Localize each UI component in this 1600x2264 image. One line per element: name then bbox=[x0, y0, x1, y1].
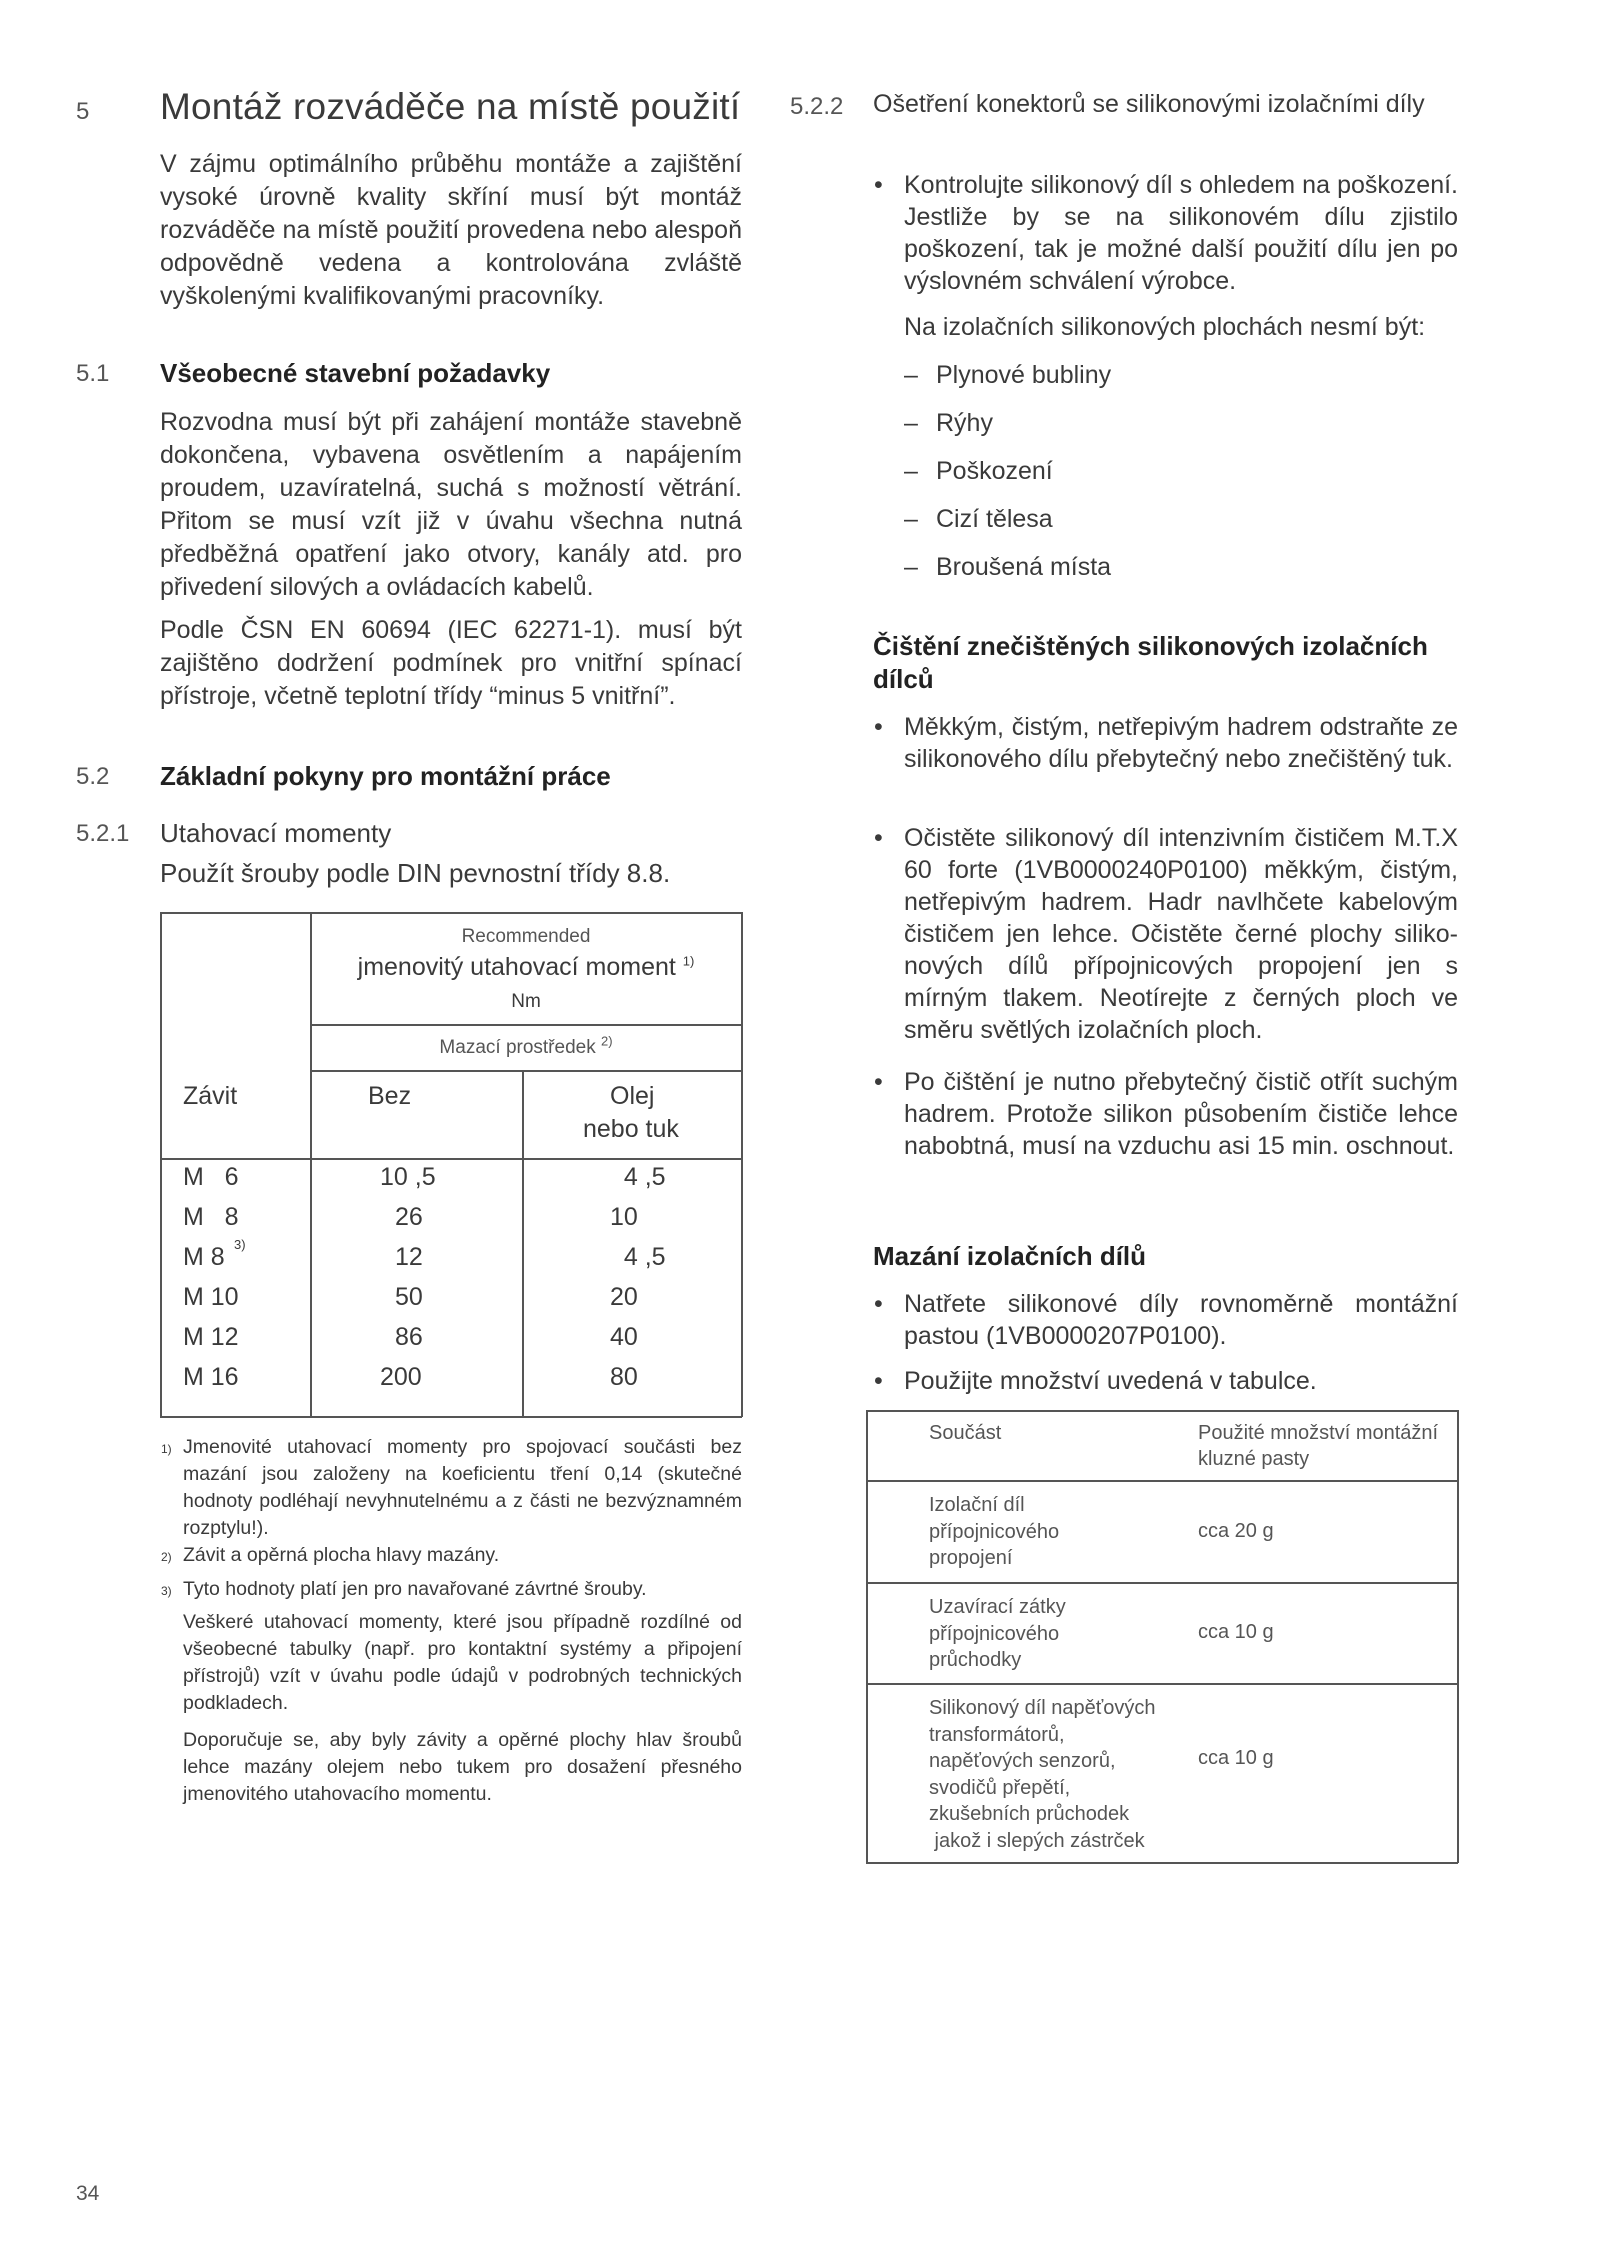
bullet-item: • Natřete silikonové díly rovnoměrně montážní pastou (1VB0000207P0100). bbox=[874, 1290, 1458, 1350]
footnote: 1) Jmenovité utahovací momenty pro spojovací součásti bez mazání jsou založeny na koeficientu tření 0,14 (skutečné hodnoty podléhají nevyhnutelnému a z části ne bezvýznamném rozptylu!). bbox=[161, 1436, 742, 1539]
table-cell-part: Izolační díl přípojnicového propojení bbox=[929, 1494, 1060, 1569]
table-cell-amount: cca 10 g bbox=[1198, 1621, 1274, 1643]
table-cell-without: 10 ,5 bbox=[380, 1163, 436, 1191]
section-title: Montáž rozváděče na místě použití bbox=[160, 86, 741, 127]
table-cell-oil: 40 bbox=[610, 1323, 638, 1351]
table-cell-without: 26 bbox=[395, 1203, 423, 1231]
subsection-title: Ošetření konektorů se silikonovými izolačními díly bbox=[873, 90, 1425, 118]
subsection-number: 5.1 bbox=[76, 360, 110, 387]
table-cell-oil: 20 bbox=[610, 1283, 638, 1311]
table-cell-oil: 4 ,5 bbox=[610, 1243, 666, 1271]
table-cell-thread: M 6 bbox=[183, 1163, 239, 1191]
subsection-number: 5.2.2 bbox=[790, 93, 844, 120]
dash-list-item: – Plynové bubliny bbox=[904, 361, 1112, 389]
col-oil: Olej bbox=[610, 1082, 655, 1110]
table-cell-thread: M 10 bbox=[183, 1283, 239, 1311]
table-cell-without: 86 bbox=[395, 1323, 423, 1351]
bullet-item: • Kontrolujte silikonový díl s ohledem na poškození. Jestliže by se na silikonovém dílu zjistilo poškození, tak je možné další použití dílu jen po výslovném schválení výrobce. bbox=[874, 171, 1458, 295]
col-oil: nebo tuk bbox=[583, 1115, 679, 1143]
subsection-title: Utahovací momenty bbox=[160, 818, 392, 848]
table-lubricant-header: Mazací prostředek $^{2)}$ bbox=[439, 1033, 613, 1058]
table-header-amount: Použité množství montážní kluzné pasty bbox=[1198, 1422, 1439, 1470]
subsection-number: 5.2.1 bbox=[76, 820, 130, 847]
dash-marker: – bbox=[904, 409, 918, 437]
dash-list-item: – Broušená místa bbox=[904, 553, 1112, 581]
dash-marker: – bbox=[904, 361, 918, 389]
dash-list-item: – Cizí tělesa bbox=[904, 505, 1053, 533]
table-cell-part: Silikonový díl napěťových transformátorů, napěťových senzorů, svodičů přepětí, zkušebních průchodek jakož i slepých zástrček bbox=[929, 1697, 1156, 1852]
table-header-part: Součást bbox=[929, 1422, 1002, 1444]
bullet-item: • Použijte množství uvedená v tabulce. bbox=[874, 1367, 1317, 1395]
section-number: 5 bbox=[76, 98, 90, 125]
paragraph: Podle ČSN EN 60694 (IEC 62271-1). musí být zajištěno dodržení podmínek pro vnitřní spínací přístroje, včetně teplotní třídy “minus 5 vnitřní”. bbox=[160, 616, 742, 710]
subsection-title: Základní pokyny pro montážní práce bbox=[160, 761, 611, 791]
table-header-main: jmenovitý utahovací moment $^{1)}$ bbox=[357, 953, 695, 981]
dash-list-item: – Rýhy bbox=[904, 409, 993, 437]
dash-marker: – bbox=[904, 457, 918, 485]
footnote-note: Doporučuje se, aby byly závity a opěrné plochy hlav šroubů lehce mazány olejem nebo tukem pro dosažení přesného jmenovitého utahovacího momentu. bbox=[183, 1729, 742, 1805]
footnote: 2) Závit a opěrná plocha hlavy mazány. bbox=[161, 1544, 500, 1566]
section-intro: V zájmu optimálního průběhu montáže a zajištění vysoké úrovně kvality skříní musí být montáž rozváděče na místě použití provedena nebo alespoň odpovědně vedena a kontrolována zvláště vyškolenými kvalifikovanými pracovníky. bbox=[160, 150, 742, 310]
table-cell-thread: M 8 bbox=[183, 1203, 239, 1231]
page-number: 34 bbox=[76, 2182, 100, 2205]
table-cell-thread: M 16 bbox=[183, 1363, 239, 1391]
bullet-item: • Měkkým, čistým, netřepivým hadrem odstraňte ze silikonového dílu přebytečný nebo znečištěný tuk. bbox=[874, 713, 1458, 773]
table-cell-part: Uzavírací zátky přípojnicového průchodky bbox=[929, 1596, 1066, 1671]
subsection-number: 5.2 bbox=[76, 763, 110, 790]
col-thread: Závit bbox=[183, 1082, 238, 1110]
section-heading: Mazání izolačních dílů bbox=[873, 1241, 1147, 1271]
bullet-item: • Po čištění je nutno přebytečný čistič otřít suchým hadrem. Protože silikon působením čističe lehce nabobtná, musí na vzduchu asi 15 min. oschnout. bbox=[874, 1068, 1458, 1160]
table-cell-without: 12 bbox=[395, 1243, 423, 1271]
table-cell-thread: M 12 bbox=[183, 1323, 239, 1351]
section-heading: Čištění znečištěných silikonových izolačních dílců bbox=[873, 631, 1428, 694]
footnote-note: Veškeré utahovací momenty, které jsou případně rozdílné od všeobecné tabulky (např. pro kontaktní systémy a připojení přístrojů) vzít v úvahu podle údajů v podrobných technických podkladech. bbox=[183, 1611, 742, 1714]
table-cell-amount: cca 10 g bbox=[1198, 1747, 1274, 1769]
table-cell-without: 50 bbox=[395, 1283, 423, 1311]
table-cell-thread: M 8 bbox=[183, 1243, 225, 1271]
table-cell-oil: 4 ,5 bbox=[610, 1163, 666, 1191]
table-cell-amount: cca 20 g bbox=[1198, 1520, 1274, 1542]
bullet-item: • Očistěte silikonový díl intenzivním čističem M.T.X 60 forte (1VB0000240P0100) měkkým, čistým, netřepivým hadrem. Hadr navlhčete kabelovým čističem jen lehce. Očistěte černé plochy silikonových dílů přípojnicových propojení jen s mírným tlakem. Neotírejte z černých ploch ve směru světlých izolačních ploch. bbox=[874, 824, 1458, 1044]
table-cell-without: 200 bbox=[380, 1363, 422, 1391]
dash-marker: – bbox=[904, 553, 918, 581]
table-cell-oil: 10 bbox=[610, 1203, 638, 1231]
footnote: 3) Tyto hodnoty platí jen pro navařované závrtné šrouby. bbox=[161, 1578, 647, 1600]
dash-marker: – bbox=[904, 505, 918, 533]
subsection-line: Použít šrouby podle DIN pevnostní třídy 8.8. bbox=[160, 858, 671, 888]
col-without: Bez bbox=[368, 1082, 412, 1110]
subsection-title: Všeobecné stavební požadavky bbox=[160, 358, 551, 388]
table-cell-oil: 80 bbox=[610, 1363, 638, 1391]
paragraph: Na izolačních silikonových plochách nesmí být: bbox=[904, 313, 1426, 341]
paragraph: Rozvodna musí být při zahájení montáže stavebně dokončena, vybavena osvětlením a napájením proudem, uzavíratelná, suchá s možností větrání. Přitom se musí vzít již v úvahu všechna nutná předběžná opatření jako otvory, kanály atd. pro přivedení silových a ovládacích kabelů. bbox=[160, 408, 742, 601]
table-unit: Nm bbox=[511, 991, 541, 1012]
dash-list-item: – Poškození bbox=[904, 457, 1053, 485]
table-recommended: Recommended bbox=[461, 926, 591, 947]
